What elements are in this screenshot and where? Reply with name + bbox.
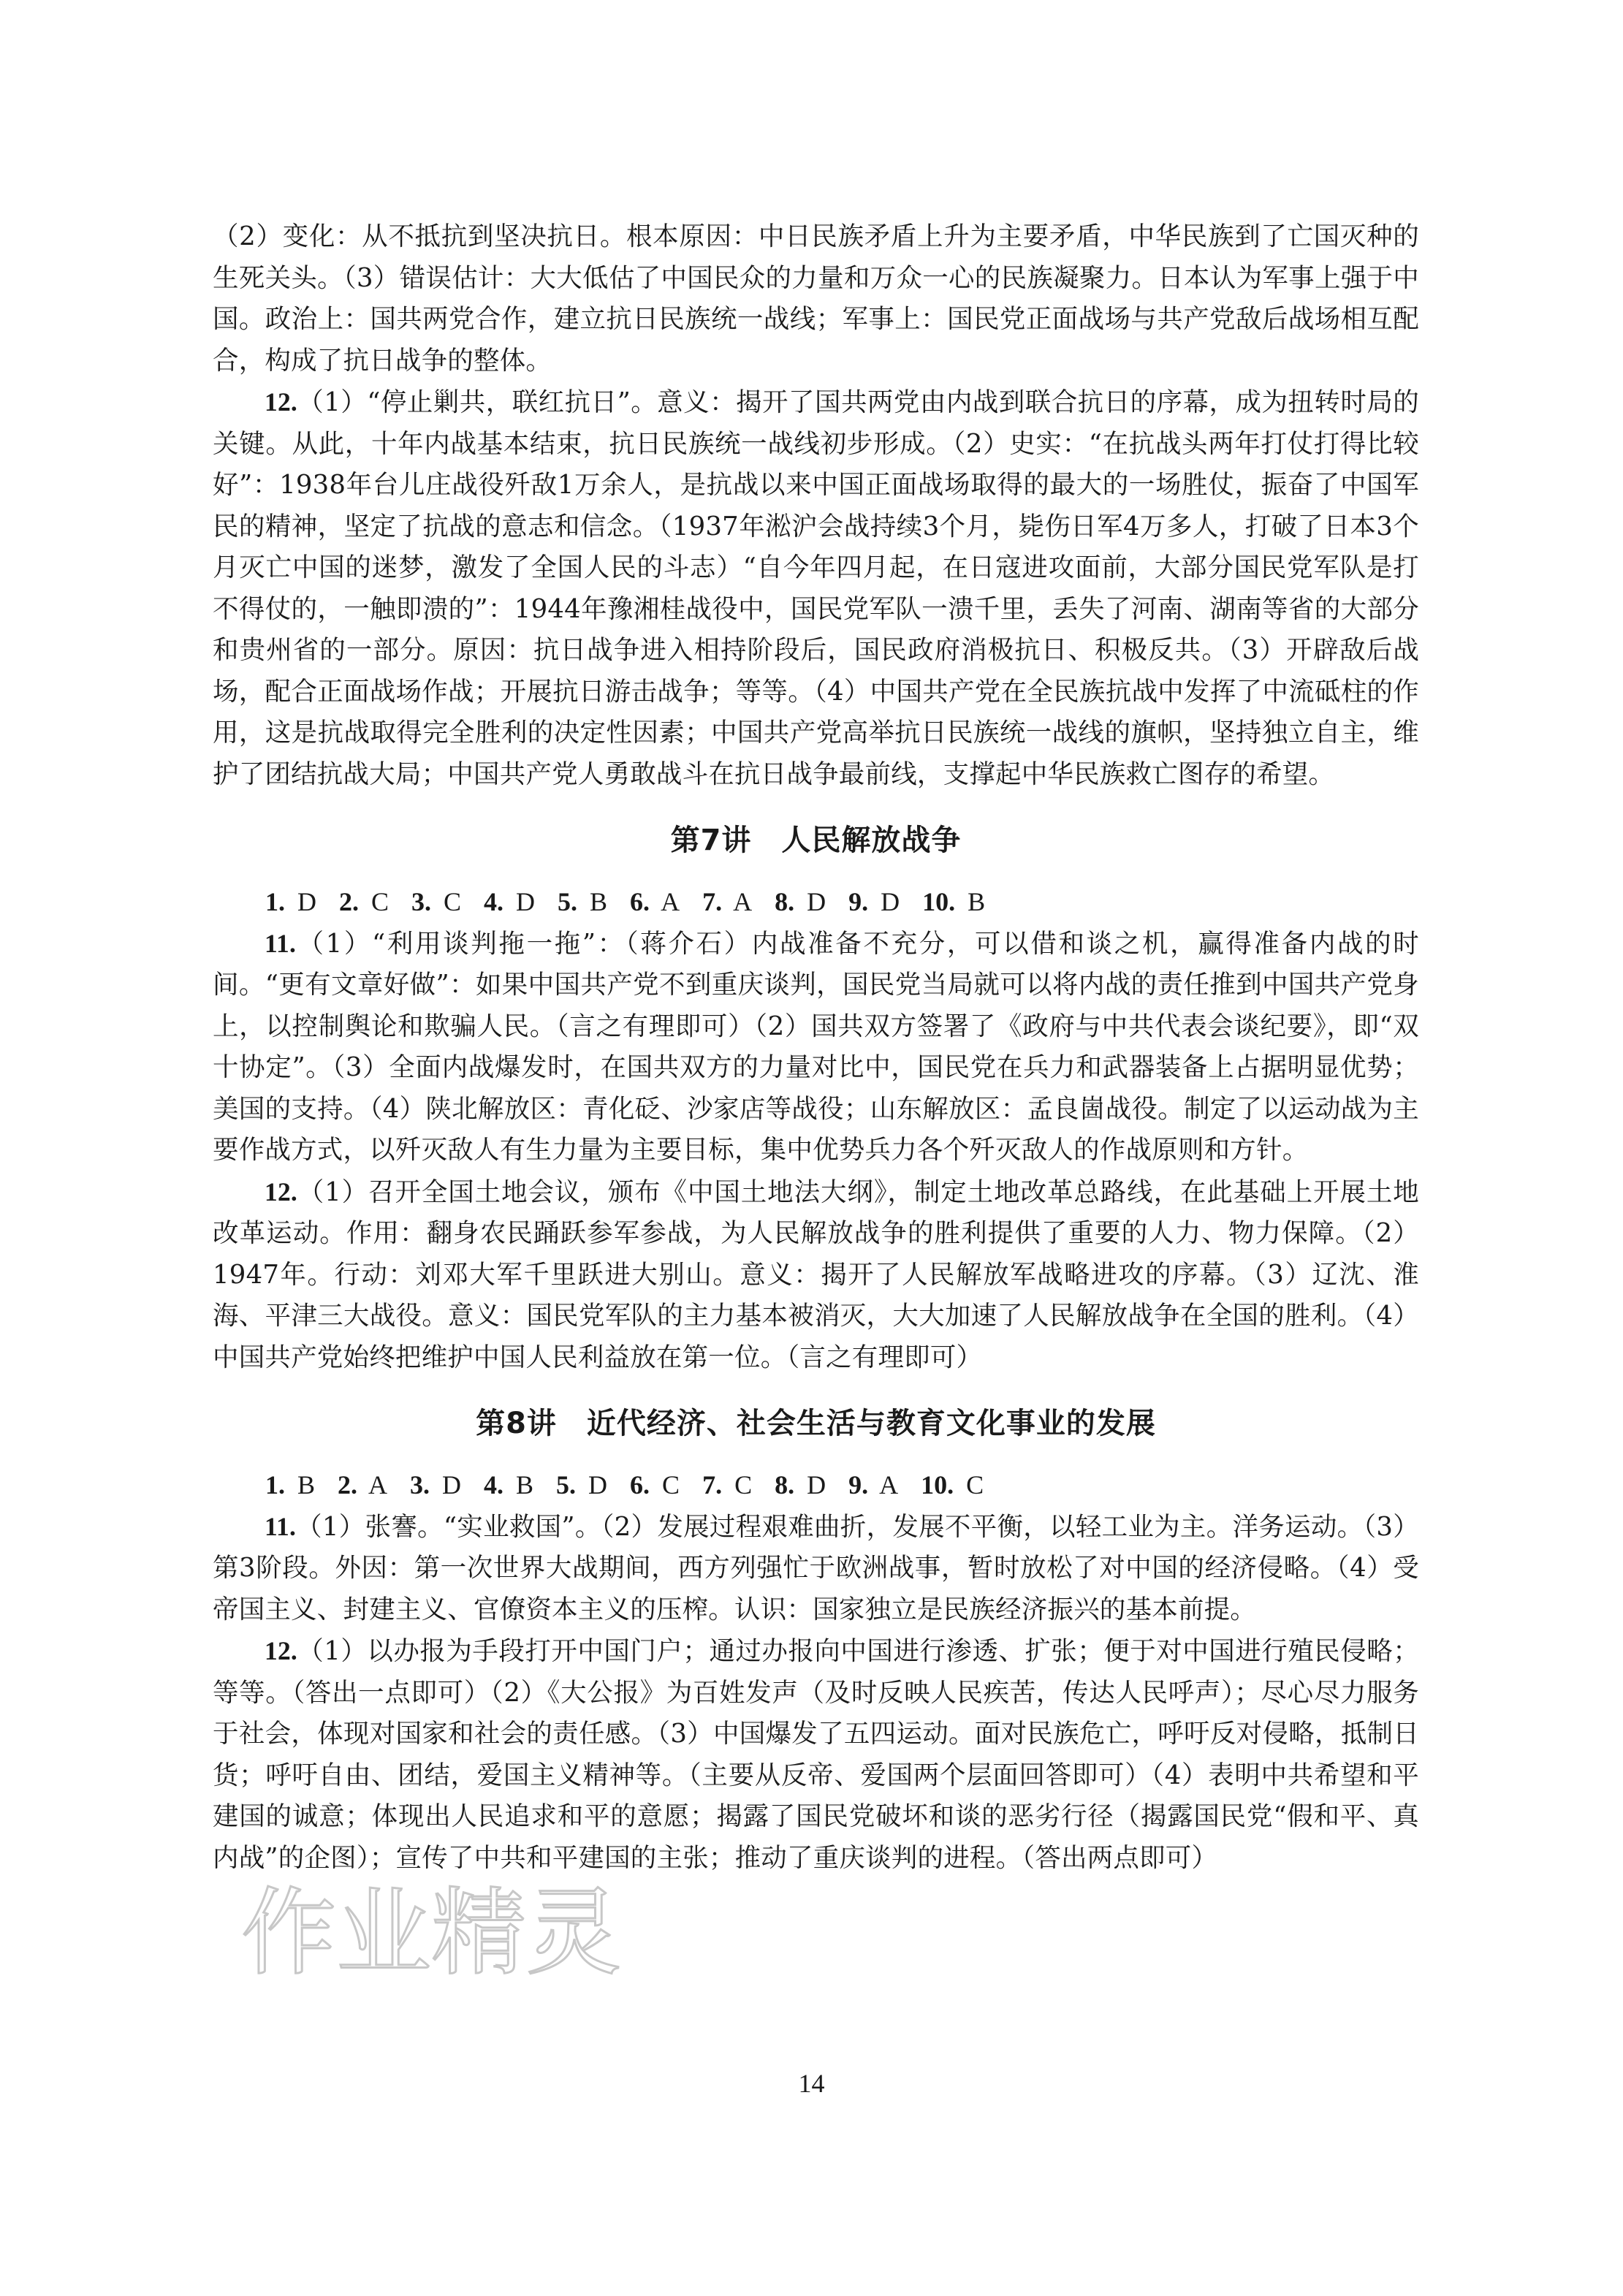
document-body — [213, 216, 1419, 1879]
question-number: 12. — [265, 387, 297, 417]
question-number: 12. — [265, 1176, 297, 1206]
section-title-lecture-8: 第8讲 近代经济、社会生活与教育文化事业的发展 — [476, 1407, 1156, 1440]
question-number: 12. — [265, 1636, 297, 1665]
answer-paragraph: 12.（1）以办报为手段打开中国门户；通过办报向中国进行渗透、扩张；便于对中国进行殖民侵略；等等。（答出一点即可）（2）《大公报》为百姓发声（及时反映人民疾苦，传达人民呼声）；尽心尽力服务于社会，体现对国家和社会的责任感。（3）中国爆发了五四运动。面对民族危亡，呼吁反对侵略，抵制日货；呼吁自由、团结，爱国主义精神等。（主要从反帝、爱国两个层面回答即可）（4）表明中共希望和平建国的诚意；体现出人民追求和平的意愿；揭露了国民党破坏和谈的恶劣行径（揭露国民党“假和平、真内战”的企图）；宣传了中共和平建国的主张；推动了重庆谈判的进程。（答出两点即可） — [213, 1636, 1419, 1873]
answer-paragraph: 12.（1）召开全国土地会议，颁布《中国土地法大纲》，制定土地改革总路线，在此基础上开展土地改革运动。作用：翻身农民踊跃参军参战，为人民解放战争的胜利提供了重要的人力、物力保障。（2）1947年。行动：刘邓大军千里跃进大别山。意义：揭开了人民解放军战略进攻的序幕。（3）辽沈、淮海、平津三大战役。意义：国民党军队的主力基本被消灭，大大加速了人民解放战争在全国的胜利。（4）中国共产党始终把维护中国人民利益放在第一位。（言之有理即可） — [213, 1176, 1419, 1372]
answer-paragraph: 11.（1）张謇。“实业救国”。（2）发展过程艰难曲折，发展不平衡，以轻工业为主。洋务运动。（3）第3阶段。外因：第一次世界大战期间，西方列强忙于欧洲战事，暂时放松了对中国的经济侵略。（4）受帝国主义、封建主义、官僚资本主义的压榨。认识：国家独立是民族经济振兴的基本前提。 — [213, 1511, 1419, 1624]
watermark-text: 作业精灵 — [241, 1877, 621, 1988]
answer-paragraph: 11.（1）“利用谈判拖一拖”：（蒋介石）内战准备不充分，可以借和谈之机，赢得准备内战的时间。“更有文章好做”：如果中国共产党不到重庆谈判，国民党当局就可以将内战的责任推到中国共产党身上，以控制舆论和欺骗人民。（言之有理即可）（2）国共双方签署了《政府与中共代表会谈纪要》，即“双十协定”。（3）全面内战爆发时，在国共双方的力量对比中，国民党在兵力和武器装备上占据明显优势；美国的支持。（4）陕北解放区：青化砭、沙家店等战役；山东解放区：孟良崮战役。制定了以运动战为主要作战方式，以歼灭敌人有生力量为主要目标，集中优势兵力各个歼灭敌人的作战原则和方针。 — [213, 928, 1419, 1165]
question-number: 11. — [265, 1511, 297, 1541]
answer-paragraph-11-continued: （2）变化：从不抵抗到坚决抗日。根本原因：中日民族矛盾上升为主要矛盾，中华民族到了亡国灭种的生死关头。（3）错误估计：大大低估了中国民众的力量和万众一心的民族凝聚力。日本认为军事上强于中国。政治上：国共两党合作，建立抗日民族统一战线；军事上：国民党正面战场与共产党敌后战场相互配合，构成了抗日战争的整体。 — [213, 221, 1419, 376]
multiple-choice-answers: 1. D 2. C 3. C 4. D 5. B 6. A 7. A 8. D 9. D 10. B — [265, 887, 986, 916]
multiple-choice-answers: 1. B 2. A 3. D 4. B 5. D 6. C 7. C 8. D 9. A 10. C — [265, 1470, 984, 1499]
question-number: 11. — [265, 928, 297, 958]
section-title-lecture-7: 第7讲 人民解放战争 — [670, 824, 962, 857]
page-number: 14 — [798, 2069, 825, 2098]
answer-paragraph: 12.（1）“停止剿共，联红抗日”。意义：揭开了国共两党由内战到联合抗日的序幕，成为扭转时局的关键。从此，十年内战基本结束，抗日民族统一战线初步形成。（2）史实：“在抗战头两年打仗打得比较好”：1938年台儿庄战役歼敌1万余人，是抗战以来中国正面战场取得的最大的一场胜仗，振奋了中国军民的精神，坚定了抗战的意志和信念。（1937年淞沪会战持续3个月，毙伤日军4万多人，打破了日本3个月灭亡中国的迷梦，激发了全国人民的斗志）“自今年四月起，在日寇进攻面前，大部分国民党军队是打不得仗的，一触即溃的”：1944年豫湘桂战役中，国民党军队一溃千里，丢失了河南、湖南等省的大部分和贵州省的一部分。原因：抗日战争进入相持阶段后，国民政府消极抗日、积极反共。（3）开辟敌后战场，配合正面战场作战；开展抗日游击战争；等等。（4）中国共产党在全民族抗战中发挥了中流砥柱的作用，这是抗战取得完全胜利的决定性因素；中国共产党高举抗日民族统一战线的旗帜，坚持独立自主，维护了团结抗战大局；中国共产党人勇敢战斗在抗日战争最前线，支撑起中华民族救亡图存的希望。 — [213, 387, 1419, 789]
watermark-logo — [241, 1867, 621, 1991]
